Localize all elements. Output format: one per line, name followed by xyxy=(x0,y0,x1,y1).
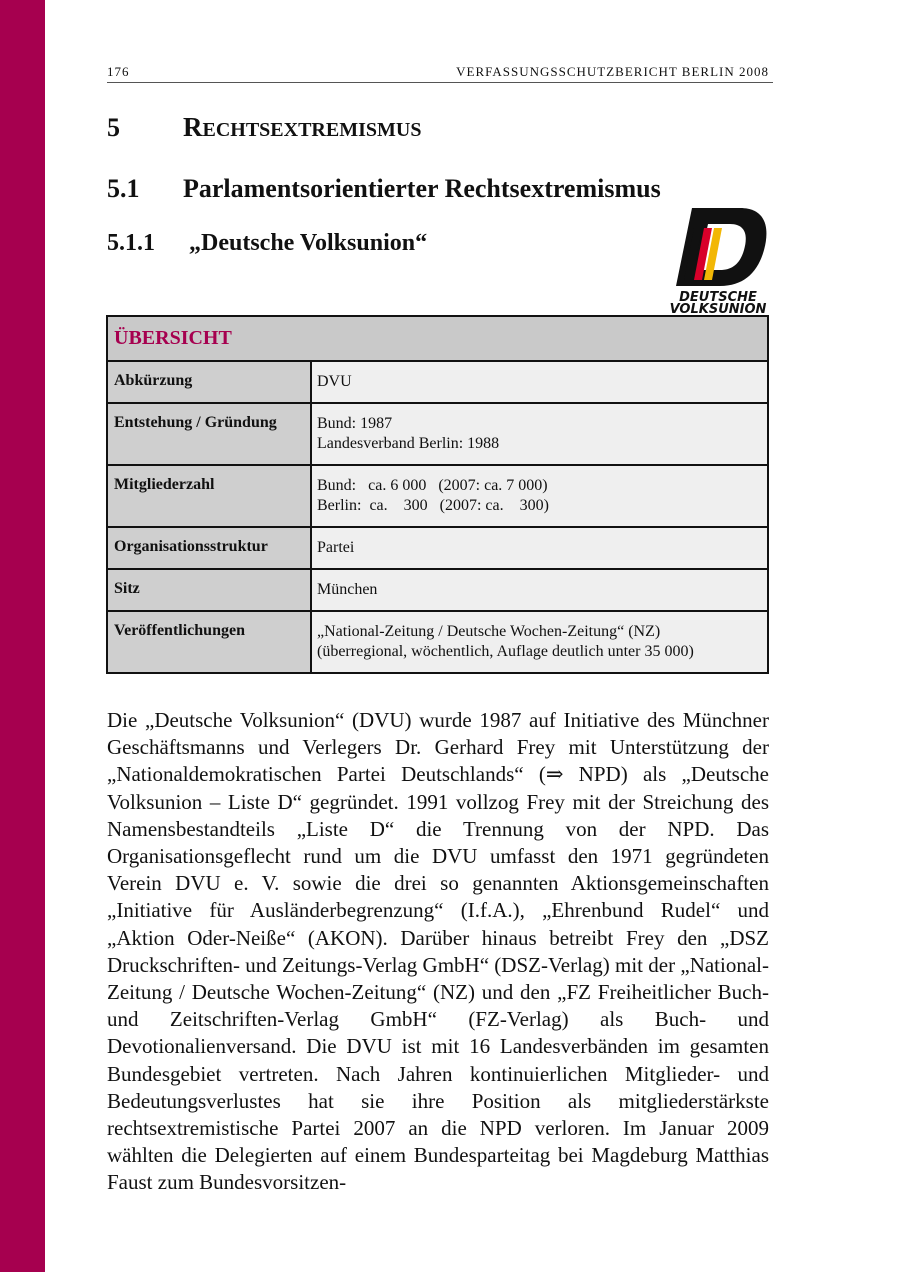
table-row xyxy=(107,361,768,403)
chapter-title-rest: ECHTSEXTREMISMUS xyxy=(202,119,422,141)
chapter-heading xyxy=(107,112,421,143)
row-value-line: München xyxy=(317,581,378,598)
table-row xyxy=(107,569,768,611)
row-value-line: Bund: ca. 6 000 (2007: ca. 7 000) xyxy=(317,477,548,494)
section-title: Parlamentsorientierter Rechtsextremismus xyxy=(183,174,661,203)
page-number: 176 xyxy=(107,64,130,79)
row-label: Sitz xyxy=(107,569,311,611)
row-value-line: (überregional, wöchentlich, Auflage deutlich unter 35 000) xyxy=(317,643,694,660)
row-label: Abkürzung xyxy=(107,361,311,403)
table-row xyxy=(107,611,768,673)
row-value xyxy=(311,361,768,403)
row-value xyxy=(311,465,768,527)
row-value-line: Landesverband Berlin: 1988 xyxy=(317,435,500,452)
subsection-heading xyxy=(107,230,427,257)
logo-text-line2: VOLKSUNION xyxy=(669,302,767,314)
row-value-line: DVU xyxy=(317,373,352,390)
table-row xyxy=(107,465,768,527)
table-row xyxy=(107,527,768,569)
logo-text-line1: DEUTSCHE xyxy=(679,290,757,305)
row-value-line: Bund: 1987 xyxy=(317,415,393,432)
row-label: Veröffentlichungen xyxy=(107,611,311,673)
section-heading xyxy=(107,174,661,204)
dvu-logo xyxy=(668,206,768,314)
row-value xyxy=(311,527,768,569)
row-value-line: „National-Zeitung / Deutsche Wochen-Zeitung“ (NZ) xyxy=(317,623,661,640)
subsection-title: „Deutsche Volksunion“ xyxy=(189,230,428,256)
table-row xyxy=(107,403,768,465)
running-header xyxy=(107,62,773,83)
row-value-line: Partei xyxy=(317,539,355,556)
section-number: 5.1 xyxy=(107,174,140,203)
side-color-bar xyxy=(0,0,45,1272)
overview-header-row xyxy=(107,316,768,361)
overview-table xyxy=(106,315,769,674)
row-value xyxy=(311,611,768,673)
row-label: Mitgliederzahl xyxy=(107,465,311,527)
chapter-number: 5 xyxy=(107,113,120,142)
subsection-number: 5.1.1 xyxy=(107,230,155,256)
row-value-line: Berlin: ca. 300 (2007: ca. 300) xyxy=(317,497,549,514)
row-label: Organisationsstruktur xyxy=(107,527,311,569)
row-value xyxy=(311,569,768,611)
chapter-title-initial: R xyxy=(183,112,203,142)
row-value xyxy=(311,403,768,465)
row-label: Entstehung / Gründung xyxy=(107,403,311,465)
running-title: VERFASSUNGSSCHUTZBERICHT BERLIN 2008 xyxy=(456,64,769,79)
overview-title: ÜBERSICHT xyxy=(107,316,768,361)
body-paragraph: Die „Deutsche Volksunion“ (DVU) wurde 1987 auf Initiative des Münchner Geschäftsmanns und Verlegers Dr. Gerhard Frey mit Unterstützung der „Nationaldemokratischen Partei Deutschlands“ (⇒ NPD) als „Deutsche Volksunion – Liste D“ gegründet. 1991 vollzog Frey mit der Streichung des Namensbestandteils „Liste D“ die Trennung von der NPD. Das Organisationsgeflecht rund um die DVU umfasst den 1971 gegründeten Verein DVU e. V. sowie die drei so genannten Aktionsgemeinschaften „Initiative für Ausländerbegrenzung“ (I.f.A.), „Ehrenbund Rudel“ und „Aktion Oder-Neiße“ (AKON). Darüber hinaus betreibt Frey den „DSZ Druckschriften- und Zeitungs-Verlag GmbH“ (DSZ-Verlag) mit der „National-Zeitung / Deutsche Wochen-Zeitung“ (NZ) und den „FZ Freiheitlicher Buch- und Zeitschriften-Verlag GmbH“ (FZ-Verlag) als Buch- und Devotionalienversand. Die DVU ist mit 16 Landesverbänden im gesamten Bundesgebiet vertreten. Nach Jahren kontinuierlichen Mitglieder- und Bedeutungsverlustes hat sie ihre Position als mitgliederstärkste rechtsextremistische Partei 2007 an die NPD verloren. Im Januar 2009 wählten die Delegierten auf einem Bundesparteitag bei Magdeburg Matthias Faust zum Bundesvorsitzen- xyxy=(107,708,769,1195)
